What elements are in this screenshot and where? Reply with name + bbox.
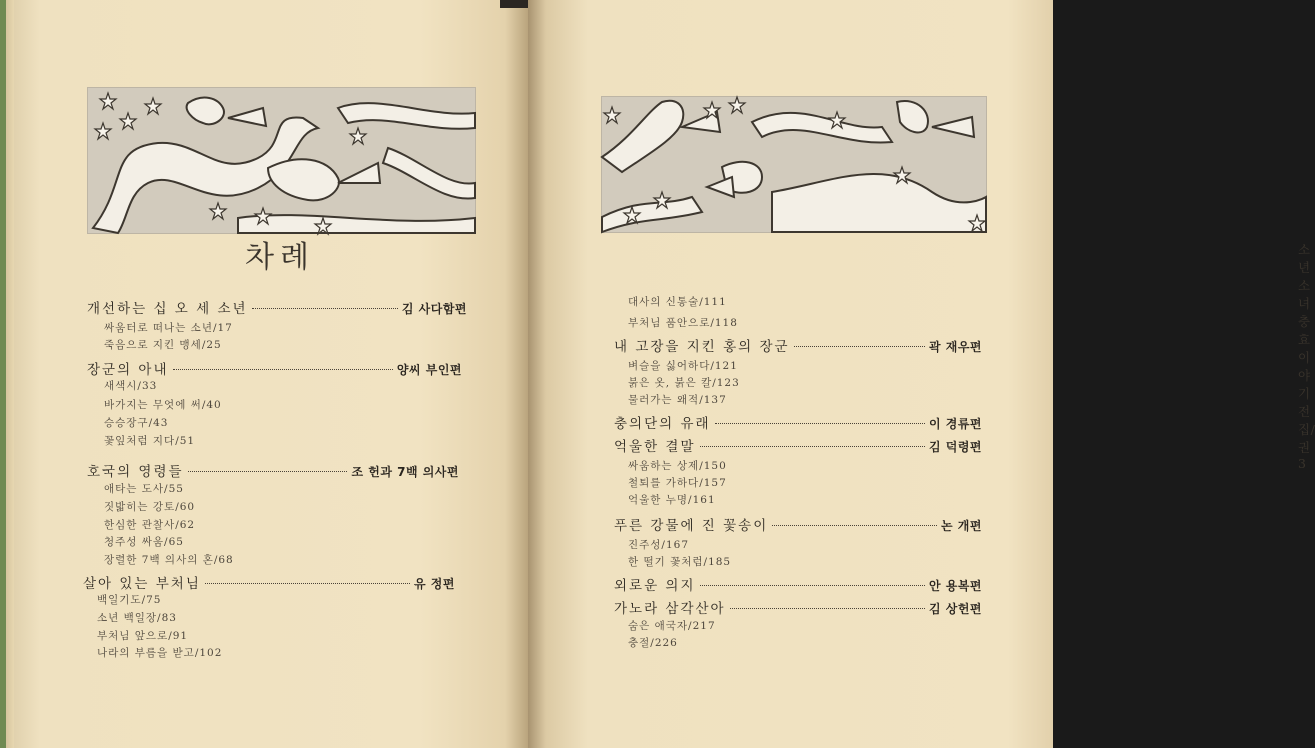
sub-item: 한심한 관찰사/62 — [104, 519, 196, 531]
chapter-author: 안 용복편 — [928, 579, 982, 593]
leader-dots — [205, 583, 410, 584]
sub-item: 벼슬을 싫어하다/121 — [628, 360, 738, 372]
sub-item: 대사의 신통술/111 — [628, 296, 727, 308]
sub-item: 한 떨기 꽃처럼/185 — [628, 556, 732, 568]
sub-item: 백일기도/75 — [97, 594, 162, 606]
chapter-author: 조 헌과 7백 의사편 — [351, 465, 459, 479]
sub-item: 철퇴를 가하다/157 — [628, 477, 727, 489]
sub-item: 숨은 애국자/217 — [628, 620, 716, 632]
chapter-title: 내 고장을 지킨 홍의 장군 — [614, 339, 790, 355]
chapter-title: 살아 있는 부처님 — [83, 576, 201, 592]
sub-item: 애타는 도사/55 — [104, 483, 184, 495]
chapter-author: 양씨 부인편 — [396, 363, 462, 377]
sub-item: 꽃잎처럼 지다/51 — [104, 435, 196, 447]
chapter-author: 유 정편 — [414, 577, 455, 591]
sub-item: 붉은 옷, 붉은 칼/123 — [628, 377, 740, 389]
chapter-author: 논 개편 — [941, 519, 982, 533]
toc-entry — [614, 574, 982, 594]
toc-entry — [614, 435, 982, 455]
toc-entry — [614, 597, 982, 617]
sub-item: 진주성/167 — [628, 539, 690, 551]
angel-banner-left — [87, 87, 476, 234]
chapter-author: 김 덕령편 — [928, 440, 982, 454]
toc-entry — [83, 572, 455, 592]
sub-item: 장렬한 7백 의사의 혼/68 — [104, 554, 234, 566]
sub-item: 싸움터로 떠나는 소년/17 — [104, 322, 233, 334]
page-title: 차례 — [245, 240, 315, 275]
sub-item: 나라의 부름을 받고/102 — [97, 647, 223, 659]
chapter-author: 김 사다함편 — [401, 302, 467, 316]
sub-item: 바가지는 무엇에 써/40 — [104, 399, 222, 411]
cover-edge — [0, 0, 6, 748]
leader-dots — [794, 346, 925, 347]
toc-entry — [614, 412, 982, 432]
series-label: 소년소녀 충효 이야기 전집/권 3 — [1298, 242, 1315, 471]
chapter-author: 이 경류편 — [928, 417, 982, 431]
chapter-title: 장군의 아내 — [87, 362, 169, 378]
chapter-title: 가노라 삼각산아 — [614, 601, 726, 617]
leader-dots — [188, 471, 348, 472]
toc-entry — [614, 514, 982, 534]
angel-trumpet-illustration — [602, 97, 986, 232]
toc-entry — [87, 358, 462, 378]
chapter-author: 곽 재우편 — [928, 340, 982, 354]
chapter-title: 충의단의 유래 — [614, 416, 711, 432]
sub-item: 부처님 앞으로/91 — [97, 630, 189, 642]
sub-item: 충절/226 — [628, 637, 678, 649]
leader-dots — [715, 423, 925, 424]
sub-item: 물러가는 왜적/137 — [628, 394, 727, 406]
leader-dots — [173, 369, 393, 370]
chapter-author: 김 상헌편 — [928, 602, 982, 616]
toc-entry — [87, 297, 467, 317]
toc-entry — [87, 460, 459, 480]
leader-dots — [772, 525, 937, 526]
sub-item: 청주성 싸움/65 — [104, 536, 184, 548]
sub-item: 소년 백일장/83 — [97, 612, 177, 624]
angel-trumpet-illustration — [88, 88, 475, 233]
chapter-title: 개선하는 십 오 세 소년 — [87, 301, 248, 317]
sub-item: 부처님 품안으로/118 — [628, 317, 738, 329]
leader-dots — [252, 308, 398, 309]
toc-entry — [614, 335, 982, 355]
chapter-title: 푸른 강물에 진 꽃송이 — [614, 518, 769, 534]
sub-item: 싸움하는 상제/150 — [628, 460, 727, 472]
sub-item: 억울한 누명/161 — [628, 494, 716, 506]
leader-dots — [700, 446, 925, 447]
leader-dots — [700, 585, 925, 586]
leader-dots — [730, 608, 925, 609]
angel-banner-right — [601, 96, 987, 233]
sub-item: 승승장구/43 — [104, 417, 169, 429]
left-page — [0, 0, 528, 748]
sub-item: 짓밟히는 강토/60 — [104, 501, 196, 513]
chapter-title: 억울한 결말 — [614, 439, 696, 455]
chapter-title: 호국의 영령들 — [87, 464, 184, 480]
chapter-title: 외로운 의지 — [614, 578, 696, 594]
sub-item: 새색시/33 — [104, 380, 158, 392]
sub-item: 죽음으로 지킨 맹세/25 — [104, 339, 222, 351]
right-page — [528, 0, 1315, 748]
